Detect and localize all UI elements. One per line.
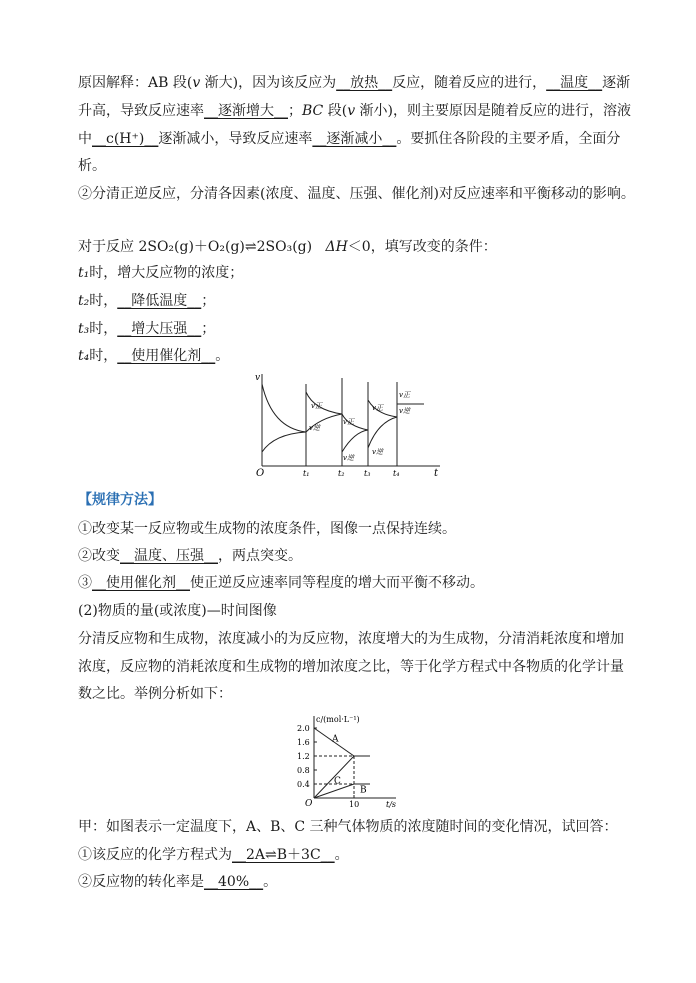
text: v <box>347 103 356 119</box>
para-line: 数之比。举例分析如下： <box>78 686 232 702</box>
rate-time-graph <box>252 370 448 480</box>
answer-blank: __使用催化剂__ <box>117 348 216 364</box>
y-axis-label: v <box>255 373 261 383</box>
para-line-1 <box>78 73 630 93</box>
text: 时， <box>89 293 118 309</box>
v-ni-label: v逆 <box>309 424 320 432</box>
text: ＜0，填写改变的条件： <box>347 239 497 255</box>
para-line-3 <box>78 129 620 149</box>
text: ； <box>288 103 302 119</box>
question-1 <box>78 845 349 865</box>
para-line-2 <box>78 101 631 121</box>
text: 渐大)，因为该反应为 <box>200 75 337 91</box>
section-title: (2)物质的量(或浓度)—时间图像 <box>78 603 277 619</box>
origin-label: O <box>256 468 265 479</box>
answer-blank: __逐渐增大__ <box>204 103 288 119</box>
v-ni-label: v逆 <box>343 454 354 462</box>
text: 时， <box>89 348 118 364</box>
answer-blank: __温度、压强__ <box>120 548 218 564</box>
question-2 <box>78 872 277 892</box>
text: 时， <box>89 321 118 337</box>
y-tick-label: 2.0 <box>297 724 310 733</box>
answer-blank: __温度__ <box>546 75 603 91</box>
series-label-A: A <box>332 734 339 745</box>
v-zheng-label: v正 <box>343 418 354 426</box>
reaction-line <box>78 237 497 257</box>
answer-blank: __c(H⁺)__ <box>92 131 159 147</box>
para-line-5: ②分清正逆反应，分清各因素(浓度、温度、压强、催化剂)对反应速率和平衡移动的影响。 <box>78 186 635 202</box>
text: 渐小)，则主要原因是随着反应的进行，溶液 <box>355 103 632 119</box>
answer-blank: __使用催化剂__ <box>92 575 190 591</box>
text: 。 <box>263 874 278 890</box>
t2-line <box>78 291 215 311</box>
text: t₂ <box>78 293 90 309</box>
text: 。 <box>334 847 349 863</box>
series-label-B: B <box>360 785 367 796</box>
tick-t2: t₂ <box>338 469 345 478</box>
text: ； <box>201 321 216 337</box>
text: BC <box>302 103 324 119</box>
v-zheng-label: v正 <box>311 402 322 410</box>
text: 。要抓住各阶段的主要矛盾，全面分 <box>396 131 621 147</box>
answer-blank: __放热__ <box>336 75 393 91</box>
answer-blank: __逐渐减小__ <box>312 131 397 147</box>
y-tick-label: 0.8 <box>297 766 310 775</box>
answer-blank: __降低温度__ <box>117 293 202 309</box>
v-zheng-label: v正 <box>399 391 410 399</box>
series-label-C: C <box>334 776 341 787</box>
v-ni-label: v逆 <box>372 448 383 456</box>
text: 时，增大反应物的浓度； <box>89 265 244 281</box>
text: ③ <box>78 575 92 591</box>
text: ①该反应的化学方程式为 <box>78 847 232 863</box>
text: ②改变 <box>78 548 120 564</box>
text: v <box>192 75 201 91</box>
question-intro: 甲：如图表示一定温度下，A、B、C 三种气体物质的浓度随时间的变化情况，试回答： <box>78 819 618 835</box>
tick-t1: t₁ <box>303 469 310 478</box>
text: 。 <box>215 348 230 364</box>
rule-1: ①改变某一反应物或生成物的浓度条件，图像一点保持连续。 <box>78 521 456 537</box>
t1-line <box>78 263 243 283</box>
x-tick-label: 10 <box>349 800 360 808</box>
text: 反应，随着反应的进行， <box>392 75 547 91</box>
answer-blank: __40%__ <box>204 874 264 890</box>
text: ΔH <box>325 239 348 255</box>
text: 原因解释：AB 段( <box>78 75 193 91</box>
y-tick-label: 0.4 <box>297 780 310 789</box>
text: ，两点突变。 <box>218 548 302 564</box>
answer-blank: __增大压强__ <box>117 321 202 337</box>
rule-heading: 【规律方法】 <box>78 492 162 508</box>
rule-2 <box>78 546 302 566</box>
text: 逐渐减小，导致反应速率 <box>158 131 313 147</box>
text: t₃ <box>78 321 90 337</box>
answer-blank: __2A⇌B＋3C__ <box>232 847 335 863</box>
para-line: 分清反应物和生成物，浓度减小的为反应物，浓度增大的为生成物，分清消耗浓度和增加 <box>78 631 624 647</box>
text: 中 <box>78 131 92 147</box>
t3-line <box>78 319 215 339</box>
para-line: 浓度，反应物的消耗浓度和生成物的增加浓度之比，等于化学方程式中各物质的化学计量 <box>78 659 624 675</box>
origin-label: O <box>305 799 313 808</box>
y-tick-label: 1.6 <box>297 738 310 747</box>
text: 对于反应 2SO₂(g)＋O₂(g)⇌2SO₃(g) <box>78 239 313 255</box>
text: t₁ <box>78 265 90 281</box>
text: ； <box>201 293 216 309</box>
text: 使正逆反应速率同等程度的增大而平衡不移动。 <box>190 575 484 591</box>
t4-line <box>78 346 229 366</box>
tick-t4: t₄ <box>393 469 400 478</box>
y-tick-label: 1.2 <box>297 752 310 761</box>
text: 逐渐 <box>602 75 631 91</box>
text: ②反应物的转化率是 <box>78 874 204 890</box>
concentration-time-chart <box>286 708 414 808</box>
x-axis-label: t <box>434 468 439 479</box>
x-axis-title: t/s <box>386 800 397 808</box>
text: t₄ <box>78 348 90 364</box>
rule-3 <box>78 573 484 593</box>
series-line-A <box>314 728 370 756</box>
text: 升高，导致反应速率 <box>78 103 204 119</box>
text: 段( <box>323 103 348 119</box>
tick-t3: t₃ <box>364 469 371 478</box>
v-ni-label: v逆 <box>399 407 410 415</box>
y-axis-title: c/(mol·L⁻¹) <box>316 715 360 724</box>
v-zheng-label: v正 <box>372 404 383 412</box>
para-line-4: 析。 <box>78 158 106 174</box>
